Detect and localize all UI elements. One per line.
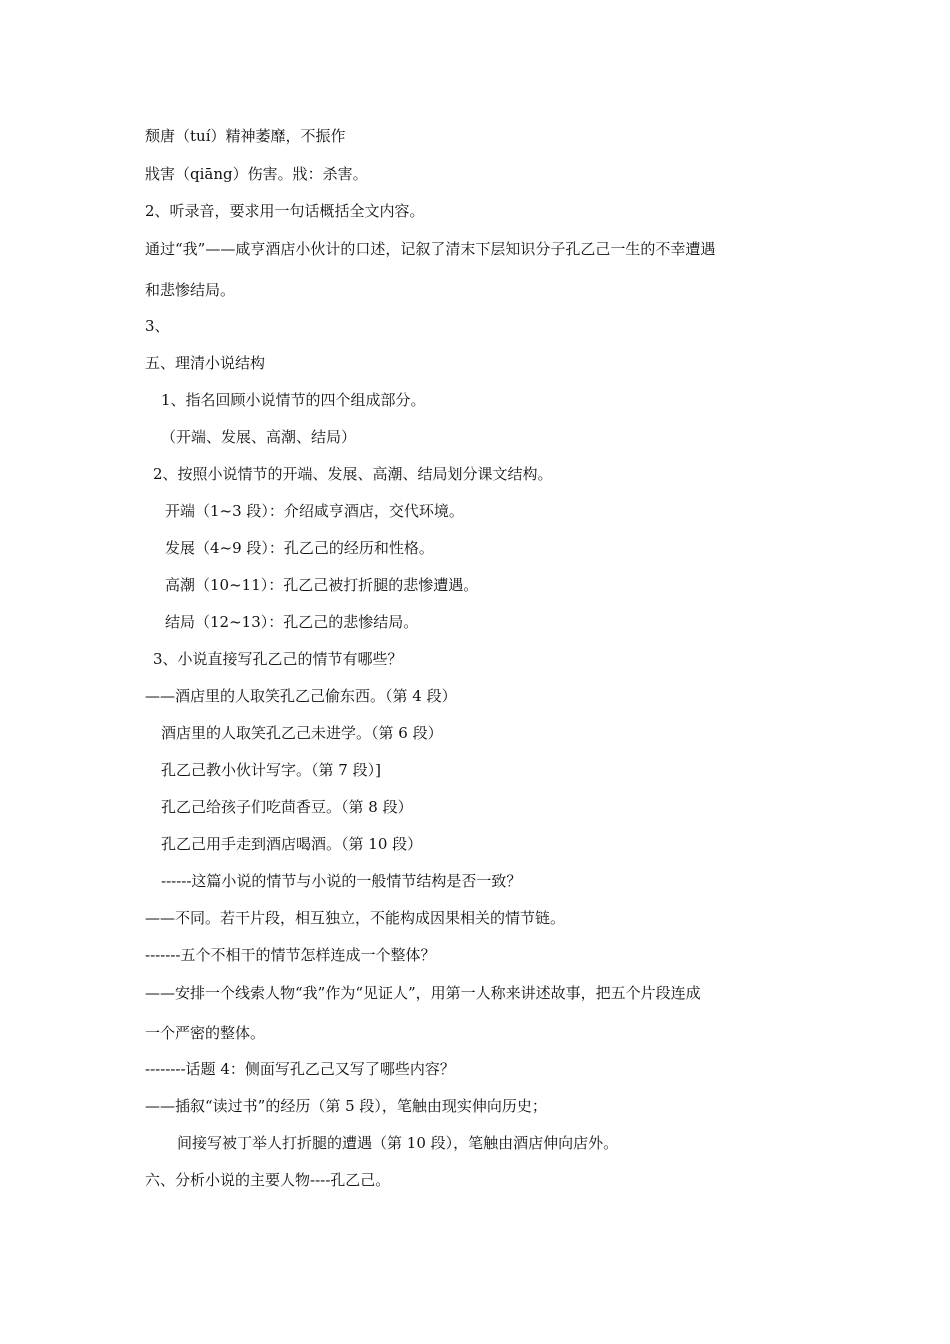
text-line: 2、听录音，要求用一句话概括全文内容。 xyxy=(145,202,425,220)
text-line: 孔乙己给孩子们吃茴香豆。（第 8 段） xyxy=(161,798,413,816)
text-line: ——插叙“读过书”的经历（第 5 段），笔触由现实伸向历史； xyxy=(145,1097,547,1115)
section-heading: 六、分析小说的主要人物----孔乙己。 xyxy=(145,1171,391,1189)
text-line: 戕害（qiāng）伤害。戕：杀害。 xyxy=(145,165,368,183)
section-heading: 五、理清小说结构 xyxy=(145,354,266,372)
text-line: 孔乙己教小伙计写字。（第 7 段）] xyxy=(161,761,381,779)
text-line: 1、指名回顾小说情节的四个组成部分。 xyxy=(161,391,426,409)
text-line: ——酒店里的人取笑孔乙己偷东西。（第 4 段） xyxy=(145,687,457,705)
text-line: 2、按照小说情节的开端、发展、高潮、结局划分课文结构。 xyxy=(153,465,553,483)
text-line: 3、 xyxy=(145,317,170,335)
text-line: 和悲惨结局。 xyxy=(145,281,236,299)
text-line: 高潮（10~11）：孔乙己被打折腿的悲惨遭遇。 xyxy=(165,576,479,594)
text-line: 酒店里的人取笑孔乙己未进学。（第 6 段） xyxy=(161,724,443,742)
text-line: ——安排一个线索人物“我”作为“见证人”，用第一人称来讲述故事，把五个片段连成 xyxy=(145,984,701,1002)
text-line: -------五个不相干的情节怎样连成一个整体？ xyxy=(145,946,436,964)
text-line: ——不同。若干片段，相互独立，不能构成因果相关的情节链。 xyxy=(145,909,566,927)
text-line: --------话题 4：侧面写孔乙己又写了哪些内容？ xyxy=(145,1060,455,1078)
text-line: 结局（12~13）：孔乙己的悲惨结局。 xyxy=(165,613,419,631)
text-line: 一个严密的整体。 xyxy=(145,1024,266,1042)
text-line: 颓唐（tuí）精神萎靡，不振作 xyxy=(145,127,346,145)
text-line: 通过“我”——咸亨酒店小伙计的口述，记叙了清末下层知识分子孔乙己一生的不幸遭遇 xyxy=(145,240,716,258)
text-line: ------这篇小说的情节与小说的一般情节结构是否一致？ xyxy=(161,872,522,890)
text-line: 孔乙己用手走到酒店喝酒。（第 10 段） xyxy=(161,835,423,853)
text-line: 3、小说直接写孔乙己的情节有哪些？ xyxy=(153,650,403,668)
text-line: （开端、发展、高潮、结局） xyxy=(161,428,357,446)
text-line: 发展（4~9 段）：孔乙己的经历和性格。 xyxy=(165,539,434,557)
text-line: 开端（1~3 段）：介绍咸亨酒店，交代环境。 xyxy=(165,502,464,520)
text-line: 间接写被丁举人打折腿的遭遇（第 10 段），笔触由酒店伸向店外。 xyxy=(177,1134,619,1152)
